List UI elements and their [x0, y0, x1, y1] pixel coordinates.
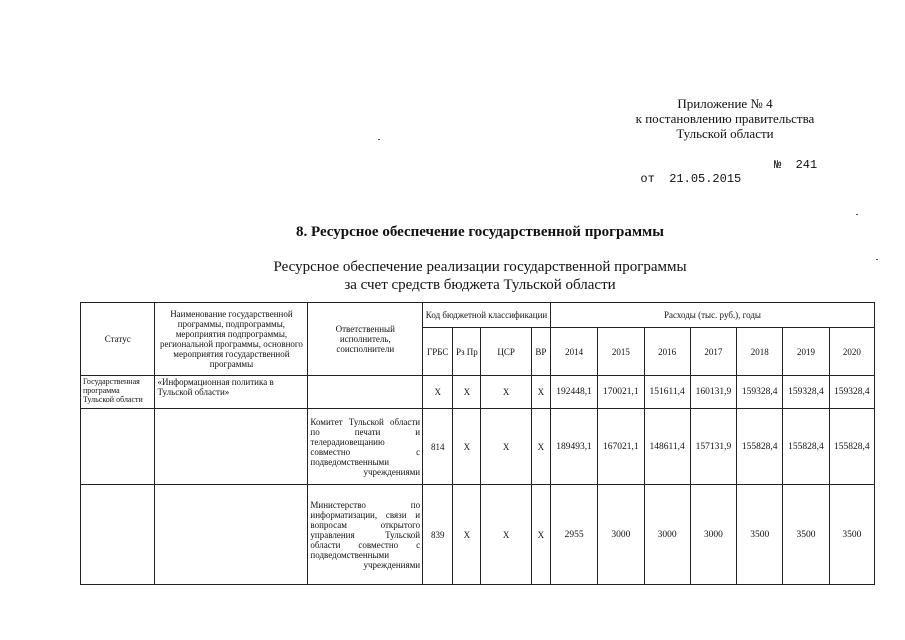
- row-csr: Х: [481, 376, 531, 409]
- table-row: [81, 409, 875, 485]
- header-year: 2015: [598, 328, 644, 376]
- row-vr: Х: [531, 485, 550, 585]
- row-value: 148611,4: [644, 409, 690, 485]
- order-number: № 241: [774, 158, 818, 172]
- header-csr: ЦСР: [481, 328, 531, 376]
- row-value: 155828,4: [737, 409, 783, 485]
- row-csr: Х: [481, 409, 531, 485]
- resource-table: [80, 302, 875, 585]
- row-vr: Х: [531, 376, 550, 409]
- row-executor: Комитет Тульской области по печати и телерадиовещанию совместно с подведомственными учреждениями: [308, 409, 423, 485]
- row-value: 159328,4: [783, 376, 829, 409]
- row-value: 3000: [644, 485, 690, 585]
- row-rzpr: Х: [453, 376, 481, 409]
- row-value: 3500: [783, 485, 829, 585]
- row-value: 160131,9: [690, 376, 736, 409]
- row-status: [81, 409, 155, 485]
- header-year: 2018: [737, 328, 783, 376]
- header-budget-code: Код бюджетной классификации: [423, 303, 551, 328]
- row-grbs: Х: [423, 376, 453, 409]
- header-grbs: ГРБС: [423, 328, 453, 376]
- row-value: 159328,4: [737, 376, 783, 409]
- row-value: 155828,4: [829, 409, 874, 485]
- row-name: [155, 409, 308, 485]
- table-row: [81, 376, 875, 409]
- order-date: от 21.05.2015: [640, 172, 742, 186]
- header-year: 2019: [783, 328, 829, 376]
- row-value: 3500: [829, 485, 874, 585]
- row-value: 167021,1: [598, 409, 644, 485]
- appendix-header: [600, 96, 850, 141]
- subtitle-line-1: Ресурсное обеспечение реализации государственной программы: [273, 259, 687, 275]
- row-executor: [308, 376, 423, 409]
- row-vr: Х: [531, 409, 550, 485]
- row-csr: Х: [481, 485, 531, 585]
- header-vr: ВР: [531, 328, 550, 376]
- row-value: 2955: [550, 485, 597, 585]
- header-year: 2016: [644, 328, 690, 376]
- header-expenses: Расходы (тыс. руб.), годы: [550, 303, 874, 328]
- row-executor: Министерство по информатизации, связи и вопросам открытого управления Тульской области совместно с подведомственными учреждениями: [308, 485, 423, 585]
- table-row: [81, 485, 875, 585]
- row-status: Государственная программа Тульской области: [81, 376, 155, 409]
- appendix-line-2: к постановлению правительства: [635, 111, 815, 126]
- row-value: 192448,1: [550, 376, 597, 409]
- row-value: 151611,4: [644, 376, 690, 409]
- section-title: 8. Ресурсное обеспечение государственной программы: [296, 224, 664, 240]
- row-value: 189493,1: [550, 409, 597, 485]
- scan-speck: [378, 139, 380, 140]
- row-grbs: 814: [423, 409, 453, 485]
- row-grbs: 839: [423, 485, 453, 585]
- row-status: [81, 485, 155, 585]
- header-rzpr: Рз Пр: [453, 328, 481, 376]
- header-year: 2014: [550, 328, 597, 376]
- header-executor: Ответственный исполнитель, соисполнители: [308, 303, 423, 376]
- row-value: 170021,1: [598, 376, 644, 409]
- row-value: 3000: [690, 485, 736, 585]
- row-rzpr: Х: [453, 409, 481, 485]
- header-status: Статус: [81, 303, 155, 376]
- order-line: [626, 158, 846, 200]
- row-rzpr: Х: [453, 485, 481, 585]
- table-subtitle: [200, 258, 760, 294]
- header-name: Наименование государственной программы, подпрограммы, мероприятия подпрограммы, региональной программы, основного мероприятия государственной программы: [155, 303, 308, 376]
- subtitle-line-2: за счет средств бюджета Тульской области: [344, 277, 616, 293]
- appendix-line-3: Тульской области: [676, 126, 774, 141]
- row-name: «Информационная политика в Тульской области»: [155, 376, 308, 409]
- scan-speck: [856, 214, 858, 215]
- header-year: 2017: [690, 328, 736, 376]
- row-name: [155, 485, 308, 585]
- row-value: 157131,9: [690, 409, 736, 485]
- row-value: 159328,4: [829, 376, 874, 409]
- row-value: 3500: [737, 485, 783, 585]
- row-value: 3000: [598, 485, 644, 585]
- appendix-line-1: Приложение № 4: [677, 96, 773, 111]
- scan-speck: [876, 259, 878, 260]
- row-value: 155828,4: [783, 409, 829, 485]
- header-year: 2020: [829, 328, 874, 376]
